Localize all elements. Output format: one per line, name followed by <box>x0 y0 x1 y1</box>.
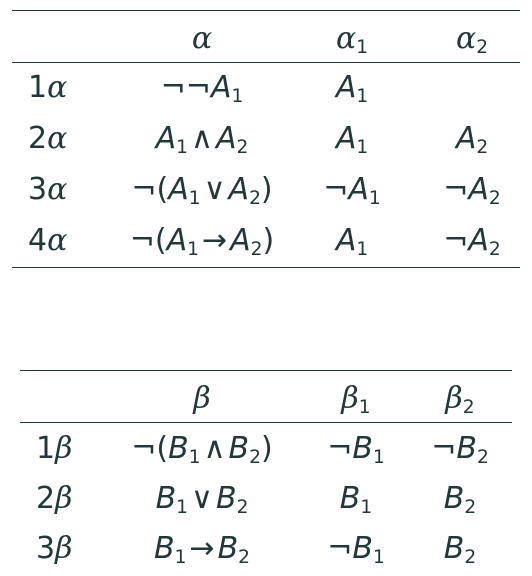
row-formula: $A_1$ ∧ $A_2$ <box>155 121 249 159</box>
row-first-component: $A_1$ <box>335 121 369 159</box>
table-row <box>12 216 520 266</box>
row-label: 3β <box>36 531 73 566</box>
row-second-component: $B_2$ <box>443 531 477 569</box>
row-formula: $\neg(A_1$ ∨ $A_2$) <box>131 172 273 210</box>
alpha-bottom-rule <box>12 267 520 268</box>
beta-top-rule <box>20 370 512 371</box>
beta-table <box>20 370 512 576</box>
alpha-table <box>12 10 520 268</box>
table-row <box>20 474 512 524</box>
row-first-component: $B_1$ <box>339 481 373 519</box>
beta-header-row <box>20 374 512 424</box>
row-first-component: $\neg B_1$ <box>327 431 385 469</box>
row-first-component: $\neg A_1$ <box>323 172 381 210</box>
row-label: 1α <box>28 70 68 105</box>
row-second-component: $B_2$ <box>443 481 477 519</box>
row-formula: $\neg\neg A_1$ <box>160 70 244 108</box>
beta-header-first: $\beta_1$ <box>341 381 371 419</box>
beta-header-formula: β <box>193 381 211 416</box>
beta-header-second: $\beta_2$ <box>445 381 475 419</box>
alpha-header-first: $\alpha_1$ <box>335 21 369 59</box>
alpha-header-row <box>12 14 520 64</box>
row-label: 1β <box>36 431 73 466</box>
row-formula: $B_1$ ∨ $B_2$ <box>155 481 249 519</box>
row-second-component <box>432 63 512 113</box>
beta-mid-rule <box>20 422 512 423</box>
row-formula: $\neg(B_1$ ∧ $B_2$) <box>131 431 273 469</box>
table-row <box>12 114 520 164</box>
alpha-header-second: $\alpha_2$ <box>455 21 489 59</box>
row-second-component: $\neg B_2$ <box>431 431 489 469</box>
row-label: 2α <box>28 121 68 156</box>
table-row <box>20 524 512 574</box>
row-first-component: $\neg B_1$ <box>327 531 385 569</box>
row-formula: $\neg(A_1 \to A_2)$ <box>129 223 275 261</box>
table-row <box>20 424 512 474</box>
row-second-component: $\neg A_2$ <box>443 172 501 210</box>
row-formula: $B_1 \to B_2$ <box>153 531 250 569</box>
row-label: 3α <box>28 172 68 207</box>
row-second-component: $A_2$ <box>455 121 489 159</box>
row-first-component: $A_1$ <box>335 70 369 108</box>
row-label: 4α <box>28 223 68 258</box>
table-row <box>12 63 520 113</box>
alpha-header-formula: α <box>191 21 213 56</box>
table-row <box>12 165 520 215</box>
row-second-component: $\neg A_2$ <box>443 223 501 261</box>
alpha-top-rule <box>12 10 520 11</box>
row-first-component: $A_1$ <box>335 223 369 261</box>
row-label: 2β <box>36 481 73 516</box>
